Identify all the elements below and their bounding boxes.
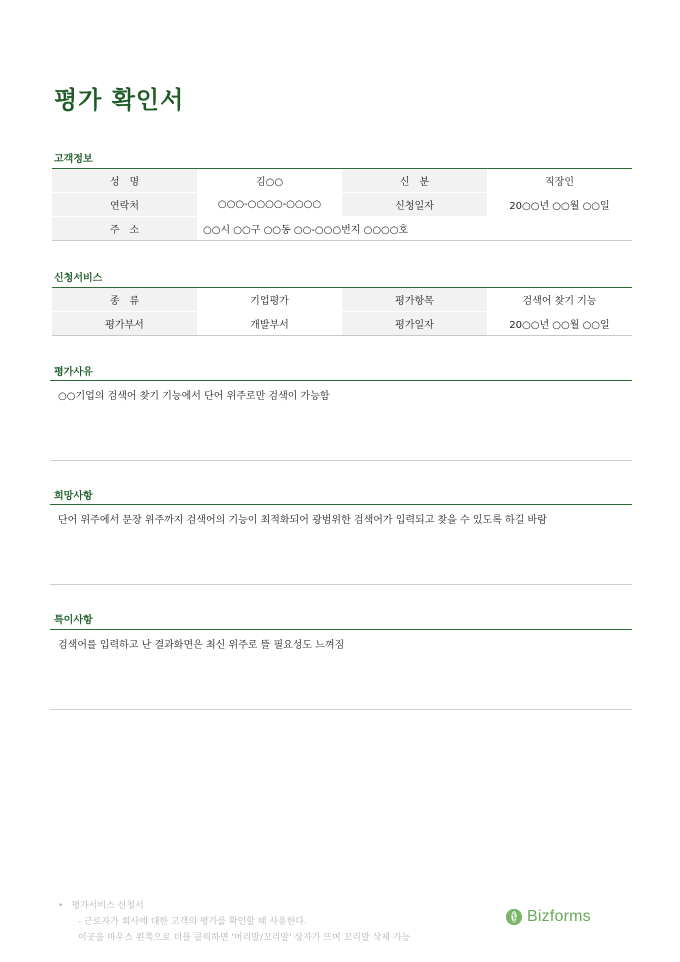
section-title-customer: 고객정보 [54,154,93,165]
evaluation-date-value: 20○○년 ○○월 ○○일 [509,320,610,331]
table-row [52,312,632,336]
name-label: 성 명 [52,169,197,193]
table-row [52,169,632,193]
service-type-value: 기업평가 [197,288,342,312]
table-row [52,193,632,217]
footer-line-hint: 이곳을 마우스 왼쪽으로 더블 클릭하면 '머리말/꼬리말' 상자가 뜨며 꼬리말 삭제 가능 [78,933,411,943]
table-row [52,217,632,241]
bizforms-logo [505,908,591,926]
status-label: 신 분 [342,169,487,193]
notes-box [50,629,632,710]
evaluation-dept-value: 개발부서 [250,320,289,331]
wish-box [50,504,632,585]
leaf-logo-icon [505,908,523,926]
address-value: ○○시 ○○구 ○○동 ○○-○○○번지 ○○○○호 [203,225,409,236]
name-value: 김○○ [197,169,342,193]
apply-date-value: 20○○년 ○○월 ○○일 [487,193,632,217]
service-info-table [52,287,632,336]
reason-text: ○○기업의 검색어 찾기 기능에서 단어 위주로만 검색이 가능함 [58,391,330,402]
evaluation-item-value: 검색어 찾기 기능 [487,288,632,312]
section-title-service: 신청서비스 [54,273,103,284]
status-value: 직장인 [487,169,632,193]
notes-text: 검색어를 입력하고 난 결과화면은 최신 위주로 뜰 필요성도 느껴짐 [58,640,345,651]
evaluation-dept-label: 평가부서 [52,312,197,336]
section-title-wish: 희망사항 [54,491,93,502]
service-type-label: 종 류 [52,288,197,312]
footer-line-title: • 평가서비스 신청서 [58,898,410,914]
reason-box [50,380,632,461]
apply-date-label: 신청일자 [342,193,487,217]
customer-info-table [52,168,632,241]
contact-value: ○○○-○○○○-○○○○ [197,193,342,217]
evaluation-item-label: 평가항목 [342,288,487,312]
page-title: 평가 확인서 [54,86,185,114]
section-title-notes: 특이사항 [54,615,93,626]
evaluation-date-label: 평가일자 [342,312,487,336]
section-title-reason: 평가사유 [54,367,93,378]
address-label: 주 소 [52,217,197,241]
footer-note[interactable] [58,898,410,946]
footer-line-usage: - 근로자가 회사에 대한 고객의 평가를 확인할 때 사용한다. [78,917,307,927]
wish-text: 단어 위주에서 문장 위주까지 검색어의 기능이 최적화되어 광범위한 검색어가 입력되고 찾을 수 있도록 하길 바람 [58,515,547,526]
table-row [52,288,632,312]
brand-name: Bizforms [527,908,591,925]
contact-label: 연락처 [52,193,197,217]
